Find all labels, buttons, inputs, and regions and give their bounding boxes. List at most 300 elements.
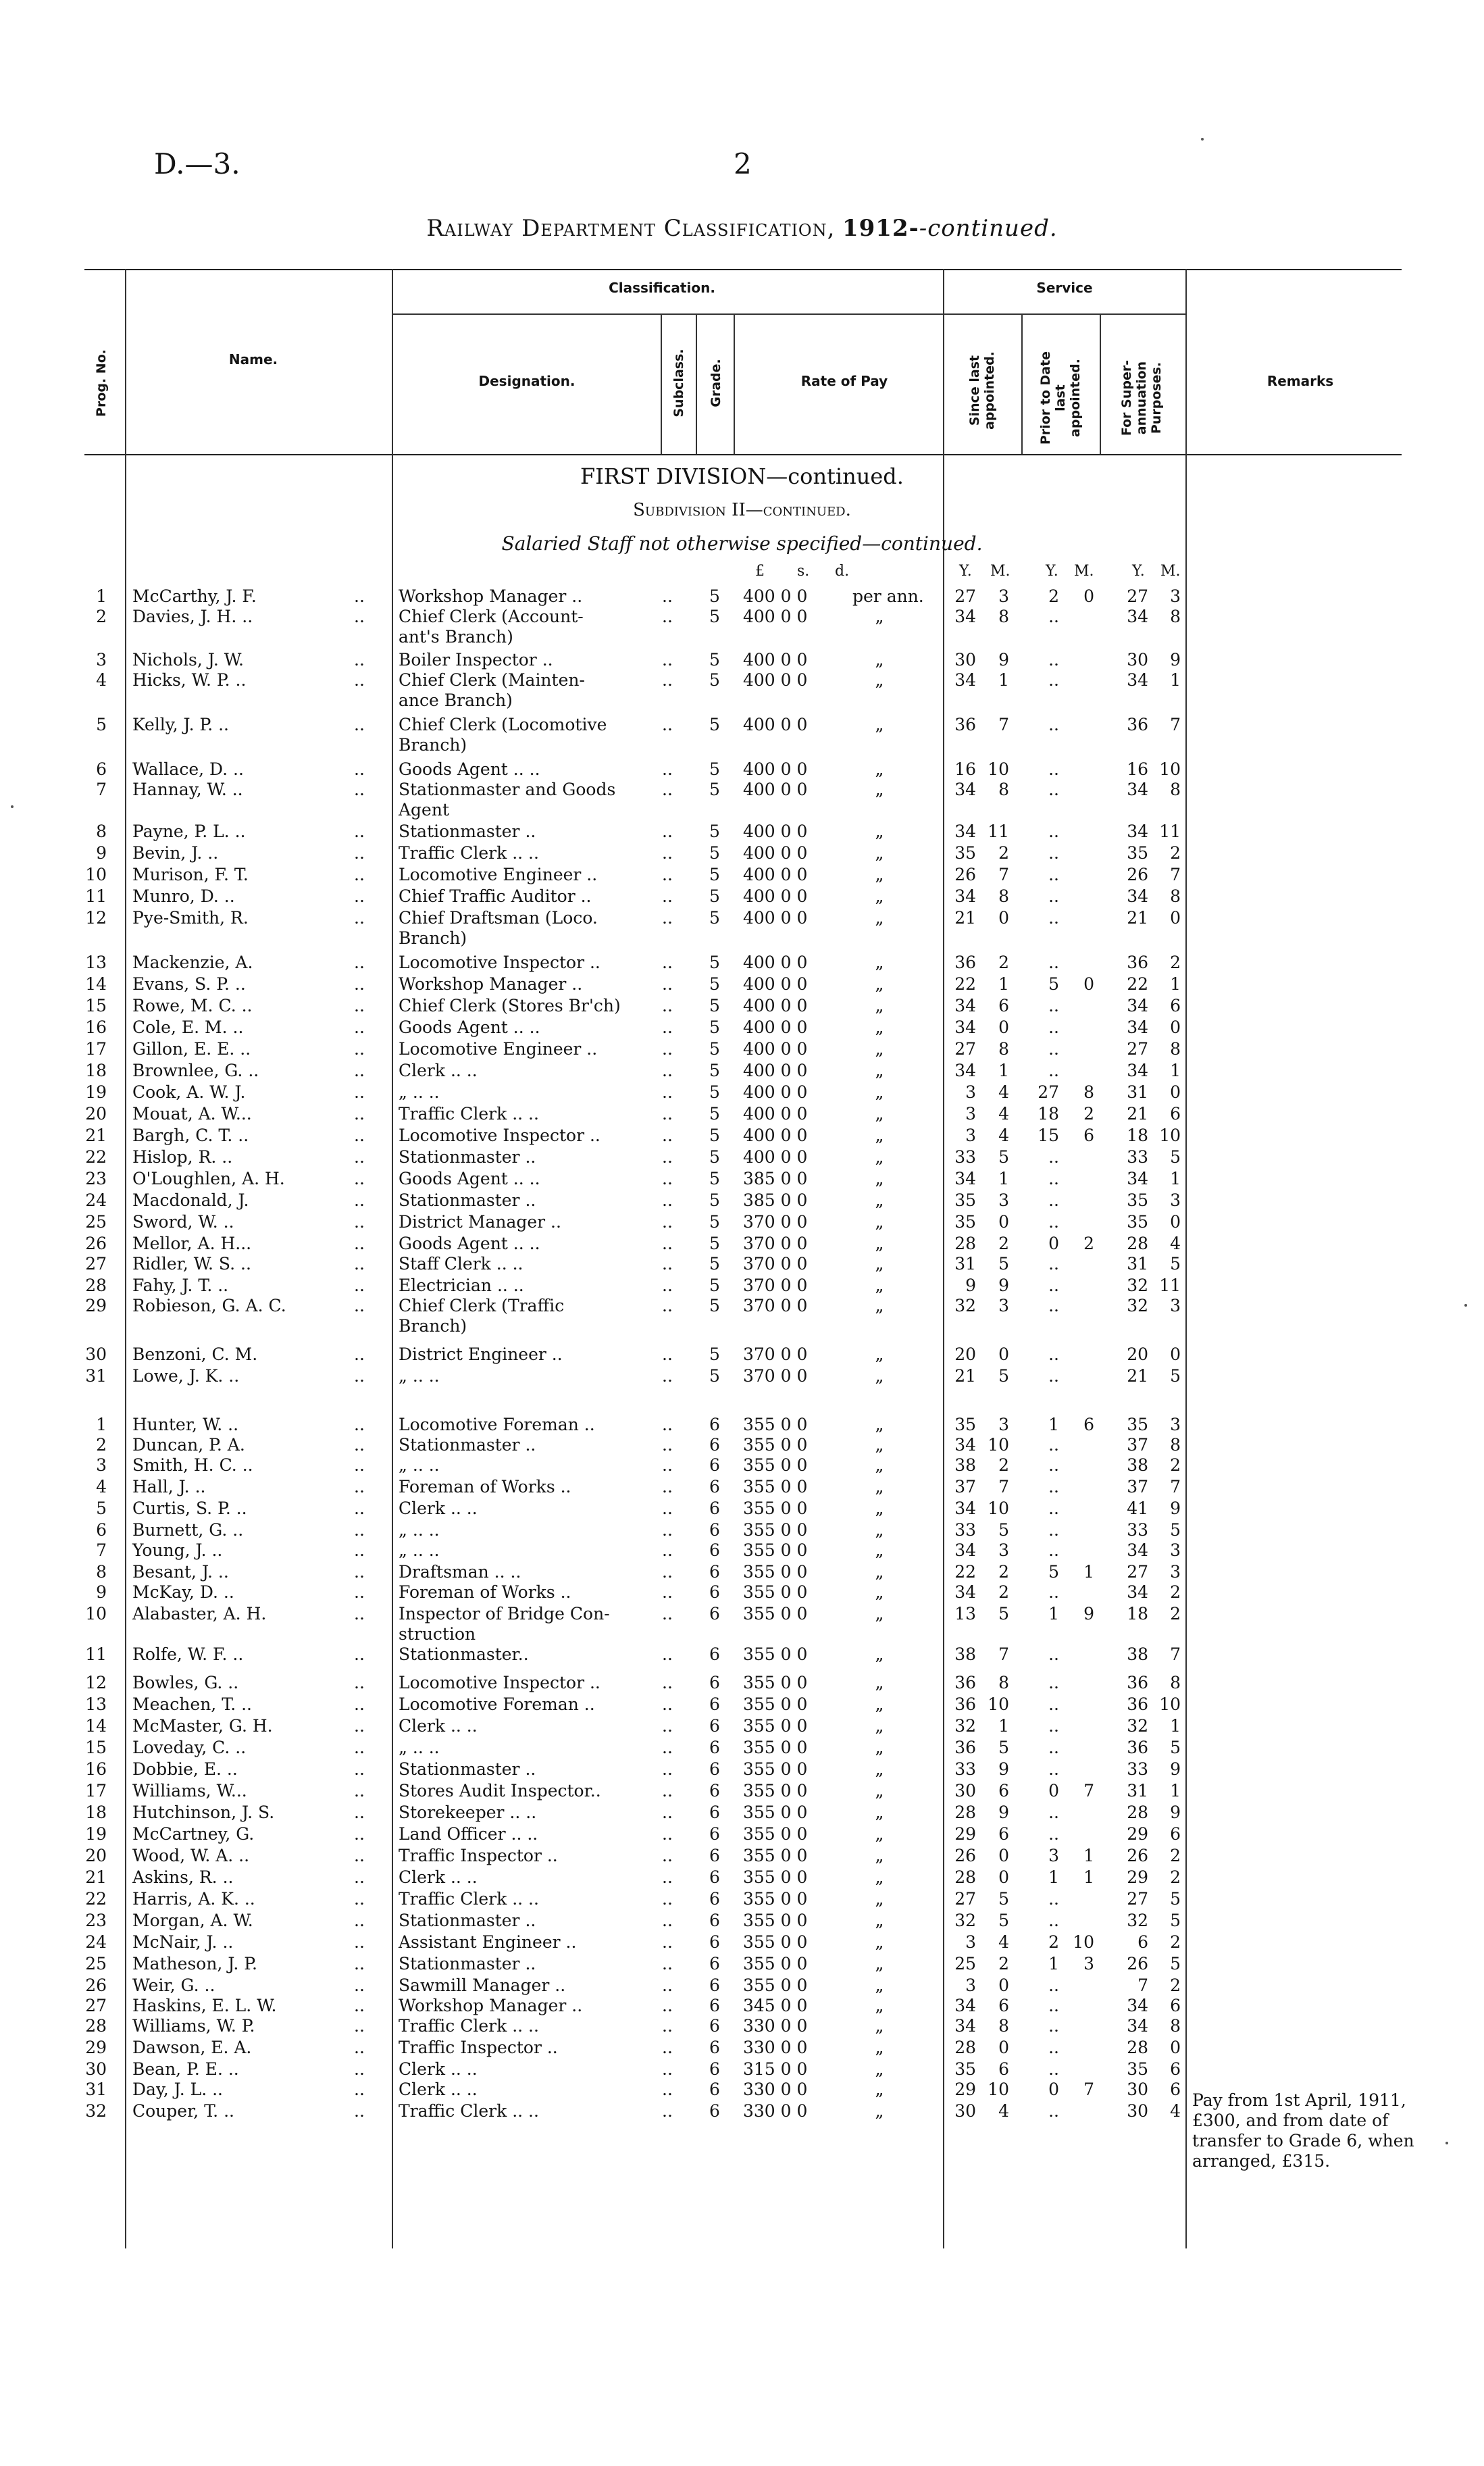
cell-sub: 6 <box>709 1932 720 1952</box>
cell-sy: 35 <box>954 2059 976 2079</box>
cell-des: Stationmaster .. <box>399 822 536 841</box>
cell-sm: 5 <box>998 1889 1009 1909</box>
cell-fm: 2 <box>1170 843 1181 863</box>
cell-name: Harris, A. K. .. <box>132 1889 255 1909</box>
cell-fy: 28 <box>1127 1234 1148 1253</box>
cell-per: „ <box>875 1694 884 1714</box>
cell-fy: 30 <box>1127 2101 1148 2121</box>
cell-fy: 34 <box>1127 996 1148 1015</box>
cell-rate: 355 0 0 <box>743 1540 808 1560</box>
cell-no: 8 <box>96 1562 107 1582</box>
cell-sub: 6 <box>709 1694 720 1714</box>
cell-sy: 28 <box>954 1867 976 1887</box>
cell-name: Williams, W. P. <box>132 2016 255 2036</box>
cell-name: Hislop, R. .. <box>132 1147 233 1167</box>
cell-no: 8 <box>96 822 107 841</box>
cell-fy: 34 <box>1127 1169 1148 1188</box>
cell-sub: 6 <box>709 1824 720 1844</box>
cell-sm: 5 <box>998 1366 1009 1386</box>
cell-fy: 32 <box>1127 1276 1148 1295</box>
cell-fy: 34 <box>1127 1017 1148 1037</box>
cell-rate: 355 0 0 <box>743 1716 808 1736</box>
cell-fy: 31 <box>1127 1082 1148 1102</box>
cell-d2: .. <box>662 1455 673 1475</box>
cell-fm: 6 <box>1170 1996 1181 2015</box>
cell-pm: 8 <box>1083 1082 1094 1102</box>
cell-py: .. <box>1048 886 1059 906</box>
cell-per: „ <box>875 1234 884 1253</box>
cell-sy: 34 <box>954 1540 976 1560</box>
cell-fy: 20 <box>1127 1344 1148 1364</box>
cell-no: 5 <box>96 1499 107 1518</box>
cell-py: .. <box>1048 996 1059 1015</box>
cell-des: Clerk .. .. <box>399 1867 478 1887</box>
cell-des: Clerk .. .. <box>399 2080 478 2099</box>
cell-sy: 34 <box>954 886 976 906</box>
page-number: 2 <box>734 147 752 180</box>
cell-sm: 4 <box>998 1082 1009 1102</box>
cell-sub: 5 <box>709 670 720 690</box>
cell-sub: 5 <box>709 1147 720 1167</box>
cell-rate: 355 0 0 <box>743 1738 808 1757</box>
cell-fm: 8 <box>1170 780 1181 799</box>
cell-rate: 355 0 0 <box>743 1455 808 1475</box>
cell-sub: 6 <box>709 1477 720 1496</box>
cell-rate: 400 0 0 <box>743 1017 808 1037</box>
cell-py: .. <box>1048 1644 1059 1664</box>
cell-name: Meachen, T. .. <box>132 1694 252 1714</box>
cell-sm: 2 <box>998 1562 1009 1582</box>
cell-per: „ <box>875 1415 884 1434</box>
cell-sm: 7 <box>998 715 1009 734</box>
cell-fy: 34 <box>1127 607 1148 626</box>
cell-sy: 28 <box>954 1234 976 1253</box>
cell-d2: .. <box>662 1932 673 1952</box>
cell-sm: 7 <box>998 1477 1009 1496</box>
cell-d2: .. <box>662 1499 673 1518</box>
cell-sm: 2 <box>998 953 1009 972</box>
group-header-rule <box>392 313 1185 315</box>
cell-sm: 5 <box>998 1147 1009 1167</box>
cell-sm: 8 <box>998 1673 1009 1692</box>
cell-d2: .. <box>662 1234 673 1253</box>
cell-sub: 5 <box>709 1276 720 1295</box>
cell-d2: .. <box>662 996 673 1015</box>
cell-per: „ <box>875 1296 884 1315</box>
cell-sm: 6 <box>998 1781 1009 1801</box>
cell-per: „ <box>875 1716 884 1736</box>
cell-per: „ <box>875 1673 884 1692</box>
cell-no: 32 <box>85 2101 107 2121</box>
cell-des: struction <box>399 1624 476 1644</box>
cell-d2: .. <box>662 650 673 670</box>
cell-rate: 355 0 0 <box>743 1889 808 1909</box>
cell-sy: 30 <box>954 1781 976 1801</box>
cell-fy: 35 <box>1127 2059 1148 2079</box>
cell-name: Matheson, J. P. <box>132 1954 257 1973</box>
cell-fy: 34 <box>1127 1582 1148 1602</box>
cell-name: Smith, H. C. .. <box>132 1455 253 1475</box>
cell-sm: 1 <box>998 1061 1009 1080</box>
cell-per: „ <box>875 822 884 841</box>
cell-no: 25 <box>85 1954 107 1973</box>
cell-d1: .. <box>354 1296 365 1315</box>
cell-des: Traffic Clerk .. .. <box>399 2101 539 2121</box>
cell-sm: 3 <box>998 1190 1009 1210</box>
cell-des: Clerk .. .. <box>399 2059 478 2079</box>
cell-sy: 31 <box>954 1254 976 1274</box>
cell-py: 15 <box>1038 1126 1059 1145</box>
cell-no: 3 <box>96 1455 107 1475</box>
cell-fm: 0 <box>1170 908 1181 928</box>
cell-d2: .. <box>662 1911 673 1930</box>
cell-per: „ <box>875 1562 884 1582</box>
cell-fm: 1 <box>1170 1061 1181 1080</box>
cell-fy: 36 <box>1127 953 1148 972</box>
cell-des: „ .. .. <box>399 1520 440 1540</box>
cell-fy: 36 <box>1127 1673 1148 1692</box>
cell-sy: 29 <box>954 1824 976 1844</box>
cell-no: 6 <box>96 1520 107 1540</box>
cell-per: „ <box>875 1017 884 1037</box>
cell-name: McMaster, G. H. <box>132 1716 273 1736</box>
cell-per: „ <box>875 1477 884 1496</box>
cell-d2: .. <box>662 1582 673 1602</box>
cell-no: 26 <box>85 1234 107 1253</box>
cell-sub: 6 <box>709 1803 720 1822</box>
cell-sub: 5 <box>709 843 720 863</box>
cell-sub: 5 <box>709 759 720 779</box>
cell-name: Williams, W... <box>132 1781 247 1801</box>
cell-sub: 6 <box>709 2059 720 2079</box>
cell-no: 1 <box>96 1415 107 1434</box>
cell-d1: .. <box>354 1562 365 1582</box>
cell-d1: .. <box>354 1976 365 1995</box>
cell-fy: 34 <box>1127 1061 1148 1080</box>
cell-d1: .. <box>354 1604 365 1624</box>
cell-py: 5 <box>1048 974 1059 994</box>
cell-rate: 355 0 0 <box>743 1582 808 1602</box>
cell-d1: .. <box>354 1889 365 1909</box>
cell-name: Alabaster, A. H. <box>132 1604 267 1624</box>
cell-des: Workshop Manager .. <box>399 586 583 606</box>
cell-per: „ <box>875 1104 884 1124</box>
cell-sm: 11 <box>988 822 1009 841</box>
cell-d2: .. <box>662 1477 673 1496</box>
cell-des: Chief Clerk (Account- <box>399 607 584 626</box>
cell-name: Hall, J. .. <box>132 1477 206 1496</box>
cell-name: Hicks, W. P. .. <box>132 670 247 690</box>
cell-d2: .. <box>662 1082 673 1102</box>
cell-rate: 355 0 0 <box>743 1435 808 1455</box>
cell-des: Storekeeper .. .. <box>399 1803 537 1822</box>
cell-fy: 34 <box>1127 1540 1148 1560</box>
cell-sm: 3 <box>998 1415 1009 1434</box>
header-top-rule <box>84 269 1402 270</box>
cell-rate: 355 0 0 <box>743 1604 808 1624</box>
cell-rate: 385 0 0 <box>743 1190 808 1210</box>
cell-des: Agent <box>399 800 449 820</box>
cell-no: 12 <box>85 908 107 928</box>
cell-d2: .. <box>662 2080 673 2099</box>
col-divider-prior <box>1100 313 1101 454</box>
cell-des: Boiler Inspector .. <box>399 650 553 670</box>
cell-d1: .. <box>354 1738 365 1757</box>
cell-no: 23 <box>85 1169 107 1188</box>
cell-d2: .. <box>662 1415 673 1434</box>
cell-des: „ .. .. <box>399 1082 440 1102</box>
cell-des: Draftsman .. .. <box>399 1562 521 1582</box>
cell-sm: 5 <box>998 1911 1009 1930</box>
cell-sy: 34 <box>954 1017 976 1037</box>
title-main: Railway Department Classification, <box>426 215 836 242</box>
cell-des: „ .. .. <box>399 1455 440 1475</box>
cell-py: .. <box>1048 2059 1059 2079</box>
cell-no: 2 <box>96 1435 107 1455</box>
cell-name: Loveday, C. .. <box>132 1738 247 1757</box>
cell-d2: .. <box>662 1954 673 1973</box>
cell-d1: .. <box>354 2080 365 2099</box>
cell-d2: .. <box>662 1366 673 1386</box>
cell-d2: .. <box>662 1716 673 1736</box>
cell-rate: 400 0 0 <box>743 1082 808 1102</box>
cell-fy: 18 <box>1127 1604 1148 1624</box>
cell-des: Stationmaster and Goods <box>399 780 616 799</box>
cell-d1: .. <box>354 1911 365 1930</box>
cell-d2: .. <box>662 843 673 863</box>
cell-pm: 2 <box>1083 1234 1094 1253</box>
cell-d2: .. <box>662 1781 673 1801</box>
cell-sub: 6 <box>709 2038 720 2057</box>
cell-no: 22 <box>85 1889 107 1909</box>
cell-des: Goods Agent .. .. <box>399 759 540 779</box>
cell-d2: .. <box>662 1435 673 1455</box>
cell-d1: .. <box>354 1276 365 1295</box>
cell-fy: 34 <box>1127 1996 1148 2015</box>
cell-per: „ <box>875 1911 884 1930</box>
cell-fm: 2 <box>1170 1867 1181 1887</box>
cell-d1: .. <box>354 607 365 626</box>
cell-sub: 5 <box>709 1212 720 1232</box>
cell-des: Assistant Engineer .. <box>399 1932 577 1952</box>
cell-name: Ridler, W. S. .. <box>132 1254 251 1274</box>
cell-sm: 2 <box>998 1582 1009 1602</box>
cell-d1: .. <box>354 1017 365 1037</box>
cell-des: Inspector of Bridge Con- <box>399 1604 610 1624</box>
cell-des: Branch) <box>399 928 467 948</box>
cell-fy: 21 <box>1127 908 1148 928</box>
cell-des: Stores Audit Inspector.. <box>399 1781 601 1801</box>
cell-fy: 37 <box>1127 1477 1148 1496</box>
cell-rate: 400 0 0 <box>743 1039 808 1059</box>
cell-pm: 0 <box>1083 586 1094 606</box>
cell-fy: 35 <box>1127 1415 1148 1434</box>
cell-fy: 7 <box>1137 1976 1148 1995</box>
cell-sm: 8 <box>998 2016 1009 2036</box>
cell-sy: 34 <box>954 1582 976 1602</box>
cell-sy: 34 <box>954 670 976 690</box>
cell-py: .. <box>1048 1520 1059 1540</box>
cell-sub: 6 <box>709 2016 720 2036</box>
cell-fm: 6 <box>1170 1824 1181 1844</box>
cell-py: .. <box>1048 843 1059 863</box>
cell-py: .. <box>1048 1039 1059 1059</box>
cell-rate: 400 0 0 <box>743 974 808 994</box>
cell-des: Stationmaster .. <box>399 1759 536 1779</box>
header-bottom-rule <box>84 454 1402 455</box>
cell-sub: 6 <box>709 1604 720 1624</box>
cell-rate: 355 0 0 <box>743 1499 808 1518</box>
cell-sm: 3 <box>998 586 1009 606</box>
cell-fm: 8 <box>1170 886 1181 906</box>
cell-sy: 34 <box>954 1061 976 1080</box>
cell-sy: 20 <box>954 1344 976 1364</box>
cell-sub: 5 <box>709 1254 720 1274</box>
cell-d1: .. <box>354 1499 365 1518</box>
cell-d1: .. <box>354 1126 365 1145</box>
cell-rate: 400 0 0 <box>743 607 808 626</box>
cell-rate: 355 0 0 <box>743 1932 808 1952</box>
cell-sy: 34 <box>954 822 976 841</box>
cell-d2: .. <box>662 865 673 884</box>
cell-rate: 355 0 0 <box>743 1976 808 1995</box>
cell-rate: 345 0 0 <box>743 1996 808 2015</box>
cell-fm: 5 <box>1170 1254 1181 1274</box>
cell-d2: .. <box>662 908 673 928</box>
cell-sub: 5 <box>709 908 720 928</box>
cell-sub: 5 <box>709 586 720 606</box>
cell-sy: 34 <box>954 2016 976 2036</box>
cell-name: McCarthy, J. F. <box>132 586 257 606</box>
cell-des: Sawmill Manager .. <box>399 1976 566 1995</box>
cell-des: Electrician .. .. <box>399 1276 524 1295</box>
cell-fm: 9 <box>1170 1803 1181 1822</box>
cell-d2: .. <box>662 1759 673 1779</box>
cell-des: Locomotive Foreman .. <box>399 1415 595 1434</box>
cell-rate: 370 0 0 <box>743 1296 808 1315</box>
cell-sub: 5 <box>709 822 720 841</box>
cell-d2: .. <box>662 1104 673 1124</box>
cell-name: Askins, R. .. <box>132 1867 234 1887</box>
cell-d2: .. <box>662 1254 673 1274</box>
cell-per: „ <box>875 1147 884 1167</box>
unit-pence: d. <box>835 563 850 580</box>
cell-rate: 355 0 0 <box>743 1954 808 1973</box>
cell-sub: 5 <box>709 1082 720 1102</box>
cell-py: .. <box>1048 908 1059 928</box>
cell-py: .. <box>1048 759 1059 779</box>
cell-per: „ <box>875 1867 884 1887</box>
cell-py: 1 <box>1048 1867 1059 1887</box>
cell-name: Gillon, E. E. .. <box>132 1039 251 1059</box>
cell-rate: 355 0 0 <box>743 1759 808 1779</box>
cell-sm: 4 <box>998 2101 1009 2121</box>
cell-fy: 41 <box>1127 1499 1148 1518</box>
cell-py: .. <box>1048 1716 1059 1736</box>
unit-years-super: Y. <box>1132 563 1145 580</box>
cell-sub: 6 <box>709 1759 720 1779</box>
cell-fm: 5 <box>1170 1366 1181 1386</box>
cell-fy: 22 <box>1127 974 1148 994</box>
cell-d1: .. <box>354 1781 365 1801</box>
cell-rate: 400 0 0 <box>743 1061 808 1080</box>
cell-sm: 9 <box>998 1276 1009 1295</box>
cell-sy: 28 <box>954 1803 976 1822</box>
cell-sm: 0 <box>998 1976 1009 1995</box>
cell-d1: .. <box>354 1455 365 1475</box>
cell-sm: 0 <box>998 908 1009 928</box>
cell-name: Dobbie, E. .. <box>132 1759 238 1779</box>
cell-no: 7 <box>96 780 107 799</box>
cell-fm: 9 <box>1170 650 1181 670</box>
cell-name: Nichols, J. W. <box>132 650 244 670</box>
cell-per: „ <box>875 2101 884 2121</box>
cell-py: 0 <box>1048 1234 1059 1253</box>
header-classification: Classification. <box>609 280 715 296</box>
col-divider-service <box>1185 269 1187 2248</box>
cell-fy: 33 <box>1127 1147 1148 1167</box>
cell-d2: .. <box>662 1520 673 1540</box>
cell-no: 10 <box>85 1604 107 1624</box>
cell-fm: 9 <box>1170 1499 1181 1518</box>
cell-sy: 3 <box>965 1082 976 1102</box>
cell-d1: .. <box>354 908 365 928</box>
cell-py: .. <box>1048 1803 1059 1822</box>
cell-sm: 8 <box>998 886 1009 906</box>
cell-name: Dawson, E. A. <box>132 2038 252 2057</box>
cell-no: 20 <box>85 1104 107 1124</box>
header-service: Service <box>1036 280 1093 296</box>
cell-name: Couper, T. .. <box>132 2101 234 2121</box>
cell-rate: 355 0 0 <box>743 1911 808 1930</box>
cell-sub: 5 <box>709 865 720 884</box>
cell-name: Hunter, W. .. <box>132 1415 239 1434</box>
cell-d2: .. <box>662 953 673 972</box>
cell-fm: 8 <box>1170 607 1181 626</box>
cell-per: „ <box>875 1276 884 1295</box>
cell-per: „ <box>875 1126 884 1145</box>
cell-d2: .. <box>662 1694 673 1714</box>
cell-d1: .. <box>354 586 365 606</box>
cell-sm: 3 <box>998 1540 1009 1560</box>
cell-rate: 400 0 0 <box>743 843 808 863</box>
cell-sub: 6 <box>709 1996 720 2015</box>
cell-d2: .. <box>662 2059 673 2079</box>
cell-sub: 6 <box>709 1716 720 1736</box>
cell-pm: 6 <box>1083 1415 1094 1434</box>
cell-sy: 37 <box>954 1477 976 1496</box>
cell-name: Bevin, J. .. <box>132 843 219 863</box>
cell-d1: .. <box>354 1932 365 1952</box>
scan-speck <box>1201 138 1204 141</box>
cell-no: 12 <box>85 1673 107 1692</box>
cell-py: 0 <box>1048 1781 1059 1801</box>
cell-py: .. <box>1048 2016 1059 2036</box>
cell-fy: 37 <box>1127 1435 1148 1455</box>
cell-pm: 2 <box>1083 1104 1094 1124</box>
cell-rate: 400 0 0 <box>743 908 808 928</box>
cell-sy: 3 <box>965 1104 976 1124</box>
cell-fm: 5 <box>1170 1520 1181 1540</box>
cell-pm: 7 <box>1083 1781 1094 1801</box>
cell-name: McKay, D. .. <box>132 1582 234 1602</box>
cell-des: „ .. .. <box>399 1366 440 1386</box>
cell-name: Bargh, C. T. .. <box>132 1126 249 1145</box>
cell-sy: 27 <box>954 1039 976 1059</box>
cell-pm: 3 <box>1083 1954 1094 1973</box>
cell-sy: 38 <box>954 1644 976 1664</box>
cell-sub: 5 <box>709 1061 720 1080</box>
